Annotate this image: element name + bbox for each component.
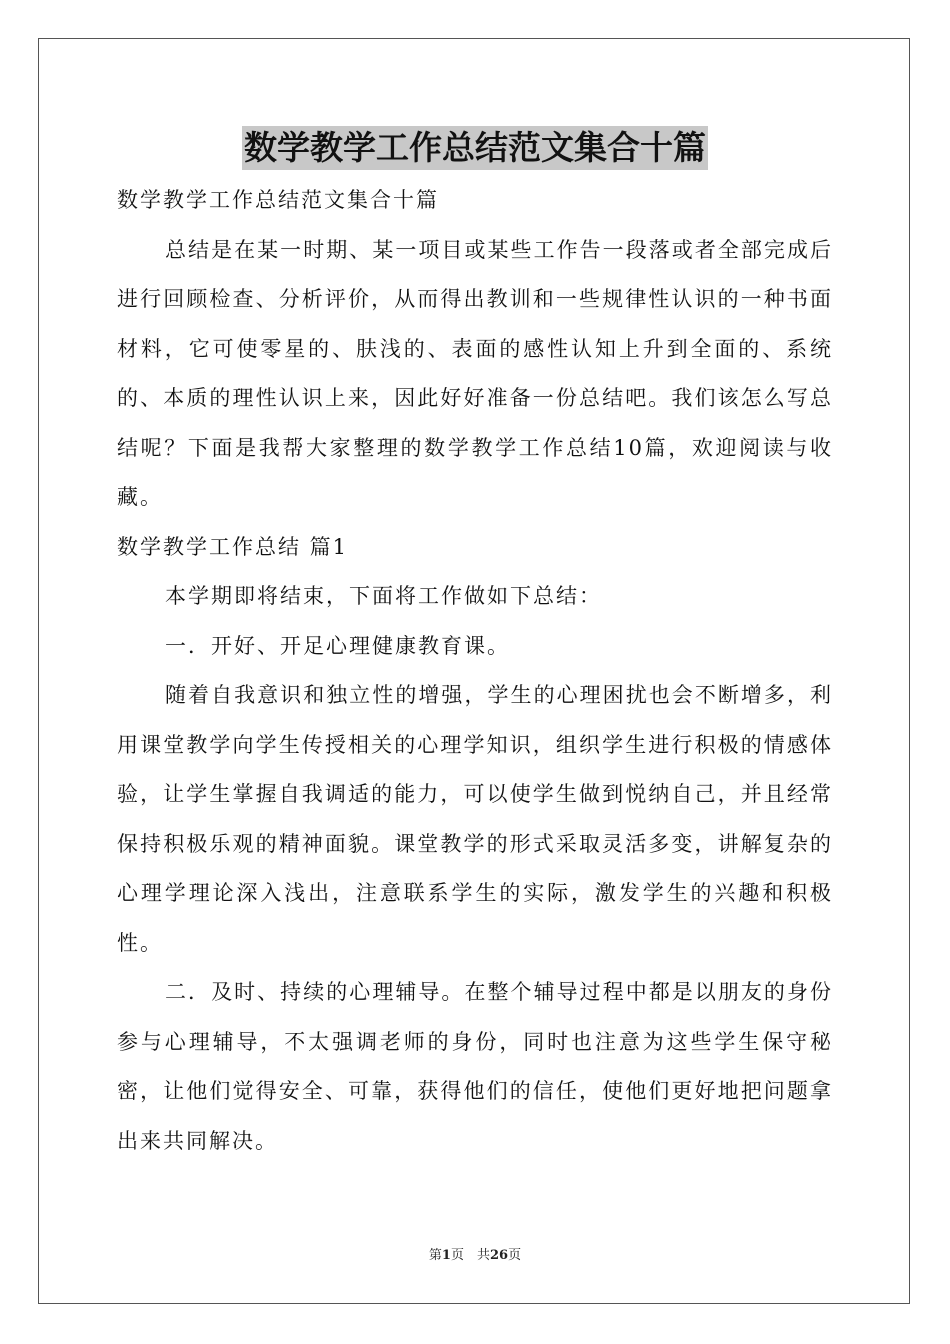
paragraph-4: 二．及时、持续的心理辅导。在整个辅导过程中都是以朋友的身份参与心理辅导，不太强调老师的身份，同时也注意为这些学生保守秘密，让他们觉得安全、可靠，获得他们的信任，使他们更好地把问题拿出来共同解决。 [117, 980, 833, 1153]
document-title: 数学教学工作总结范文集合十篇 [242, 126, 708, 170]
title-container [0, 126, 950, 170]
footer-page-suffix: 页 [508, 1248, 522, 1263]
paragraph-2: 一．开好、开足心理健康教育课。 [165, 633, 510, 658]
intro-paragraph: 总结是在某一时期、某一项目或某些工作告一段落或者全部完成后进行回顾检查、分析评价，从而得出教训和一些规律性认识的一种书面材料，它可使零星的、肤浅的、表面的感性认知上升到全面的、系统的、本质的理性认识上来，因此好好准备一份总结吧。我们该怎么写总结呢？下面是我帮大家整理的数学教学工作总结10篇，欢迎阅读与收藏。 [117, 237, 833, 509]
footer-page-prefix: 第 [428, 1248, 442, 1263]
document-body [117, 176, 833, 1166]
paragraph-1: 本学期即将结束，下面将工作做如下总结： [165, 584, 602, 608]
section-heading: 数学教学工作总结 篇1 [117, 534, 349, 559]
footer-page-mid: 页 共 [450, 1248, 490, 1263]
page-footer [0, 1247, 950, 1265]
subtitle: 数学教学工作总结范文集合十篇 [117, 188, 439, 212]
paragraph-3: 随着自我意识和独立性的增强，学生的心理困扰也会不断增多，利用课堂教学向学生传授相关的心理学知识，组织学生进行积极的情感体验，让学生掌握自我调适的能力，可以使学生做到悦纳自己，并且经常保持积极乐观的精神面貌。课堂教学的形式采取灵活多变，讲解复杂的心理学理论深入浅出，注意联系学生的实际，激发学生的兴趣和积极性。 [117, 683, 833, 955]
footer-page-total: 26 [489, 1248, 509, 1263]
footer-page-current: 1 [441, 1248, 451, 1263]
